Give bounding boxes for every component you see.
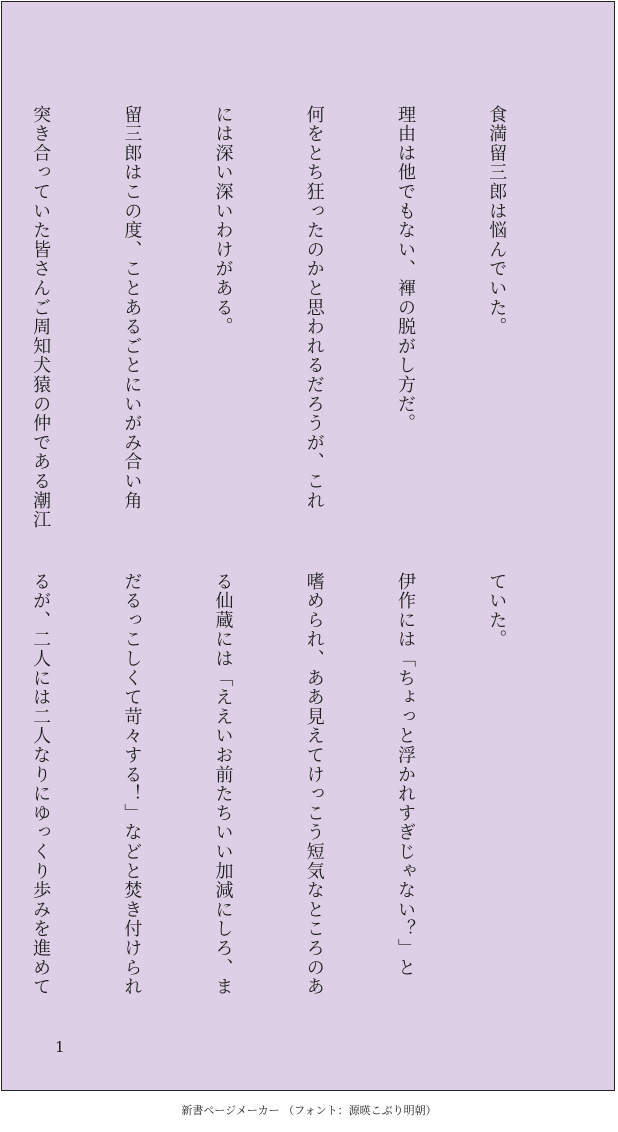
text-line: 留三郎はこの度、ことあるごとにいがみ合い角 [121,105,143,511]
text-block-bottom [0,572,572,1002]
text-line: には深い深いわけがある。 [212,105,234,337]
footer-credit: 新書ページメーカー （フォント：源暎こぶり明朝） [181,1104,437,1117]
book-page [1,1,615,1091]
text-line: ていた。 [486,572,508,650]
text-line: る仙蔵には「ええいお前たちいい加減にしろ、ま [212,572,234,997]
text-line: 何をとち狂ったのかと思われるだろうが、これ [303,105,325,511]
text-line: 嗜められ、ああ見えてけっこう短気なところのあ [303,572,325,997]
text-line: 突き合っていた皆さんご周知犬猿の仲である潮江 [30,105,52,530]
text-line: だるっこしくて苛々する！」などと焚き付けられ [121,572,143,997]
text-line: るが、二人には二人なりにゆっくり歩みを進めて [30,572,52,997]
text-line: 理由は他でもない、褌の脱がし方だ。 [394,105,416,434]
text-block-top [0,105,572,530]
text-line: 伊作には「ちょっと浮かれすぎじゃない？」と [394,572,416,978]
text-line: 食満留三郎は悩んでいた。 [486,105,508,337]
page-number: 1 [55,1038,65,1056]
